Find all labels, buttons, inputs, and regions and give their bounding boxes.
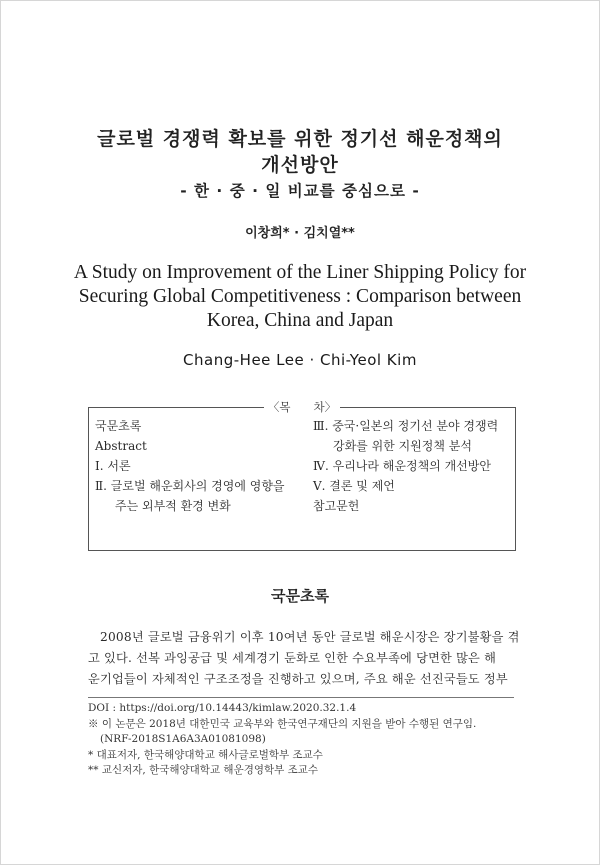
toc-item: 주는 외부적 환경 변화 <box>115 499 231 513</box>
author-note-first: * 대표저자, 한국해양대학교 해사글로벌학부 조교수 <box>88 748 323 761</box>
abstract-line: 고 있다. 선복 과잉공급 및 세계경기 둔화로 인한 수요부족에 당면한 많은 해 <box>88 651 497 665</box>
footnotes <box>88 701 518 779</box>
toc-item: Ⅲ. 중국·일본의 정기선 분야 경쟁력 <box>313 419 499 433</box>
toc-item: 참고문헌 <box>313 499 360 513</box>
abstract-body <box>88 627 520 690</box>
abstract-line: 2008년 글로벌 금융위기 이후 10여년 동안 글로벌 해운시장은 장기불황을 겪 <box>100 630 520 644</box>
toc-item: Ⅳ. 우리나라 해운정책의 개선방안 <box>313 459 491 473</box>
toc-item: 국문초록 <box>95 419 142 433</box>
english-title-line3: Korea, China and Japan <box>206 310 394 331</box>
funding-note: ※ 이 논문은 2018년 대한민국 교육부와 한국연구재단의 지원을 받아 수행된 연구임. <box>88 717 477 730</box>
toc-item: Ⅰ. 서론 <box>95 459 131 473</box>
abstract-line: 운기업들이 자체적인 구조조정을 진행하고 있으며, 주요 해운 선진국들도 정부 <box>88 672 508 686</box>
toc-right-column <box>313 416 498 516</box>
toc-item: Abstract <box>95 439 147 453</box>
english-title <box>40 261 560 333</box>
author-note-corresponding: ** 교신저자, 한국해양대학교 해운경영학부 조교수 <box>88 764 319 776</box>
grant-number: (NRF-2018S1A6A3A01081098) <box>100 733 266 745</box>
english-title-line2: Securing Global Competitiveness : Comparison between <box>78 286 522 307</box>
toc-left-column <box>95 416 285 516</box>
table-of-contents <box>88 400 516 551</box>
korean-title-line2: 개선방안 <box>261 154 339 176</box>
doi-line: DOI : https://doi.org/10.14443/kimlaw.2020.32.1.4 <box>88 702 357 714</box>
abstract-heading: 국문초록 <box>271 587 329 605</box>
toc-item: 강화를 위한 지원정책 분석 <box>333 439 472 453</box>
authors-korean: 이창희* · 김치열** <box>245 226 355 241</box>
toc-label: 〈목 차〉 <box>264 399 340 415</box>
english-title-line1: A Study on Improvement of the Liner Shipping Policy for <box>73 262 527 283</box>
toc-item: Ⅱ. 글로벌 해운회사의 경영에 영향을 <box>95 479 285 493</box>
toc-item: Ⅴ. 결론 및 제언 <box>313 479 395 493</box>
authors-english: Chang-Hee Lee · Chi-Yeol Kim <box>183 351 417 369</box>
korean-subtitle: - 한 · 중 · 일 비교를 중심으로 - <box>180 182 420 200</box>
footnote-divider <box>88 697 514 698</box>
korean-title-line1: 글로벌 경쟁력 확보를 위한 정기선 해운정책의 <box>97 128 503 150</box>
